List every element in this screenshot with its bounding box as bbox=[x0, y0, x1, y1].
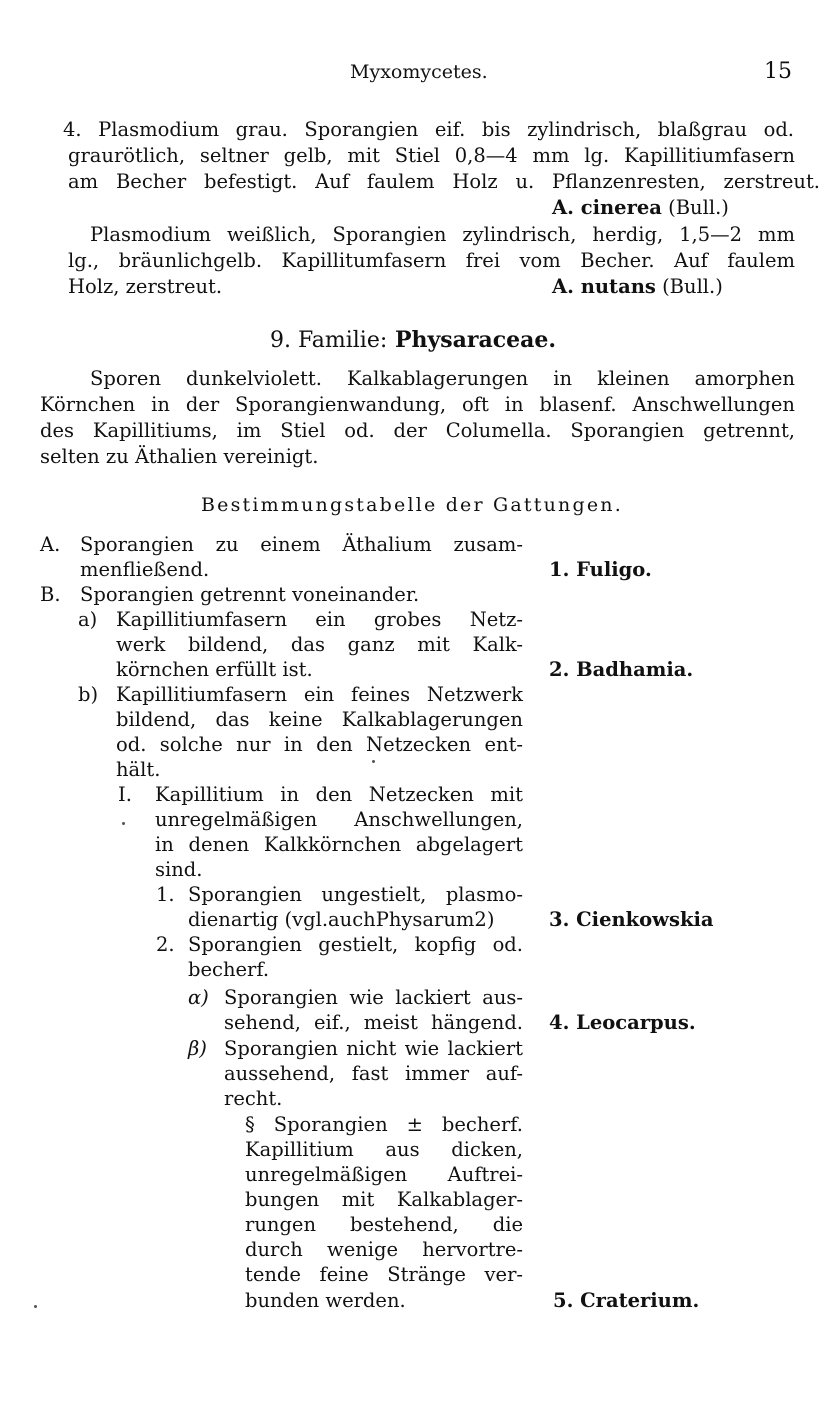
family-name: Physaraceae. bbox=[394, 327, 557, 353]
key-line: körnchen erfüllt ist. bbox=[116, 658, 313, 681]
key-line: recht. bbox=[224, 1087, 283, 1110]
text-line: am Becher befestigt. Auf faulem Holz u. Pflanzenresten, zerstreut. bbox=[68, 170, 820, 193]
key-result: 5. Craterium. bbox=[553, 1289, 700, 1312]
text-line: graurötlich, seltner gelb, mit Stiel 0,8—4 mm lg. Kapillitiumfasern bbox=[68, 144, 795, 167]
text-line: Körnchen in der Sporangienwandung, oft in blasenf. Anschwellungen bbox=[40, 393, 795, 416]
key-line: bungen mit Kalkablager- bbox=[245, 1188, 523, 1211]
key-line: sind. bbox=[155, 858, 203, 881]
species-name: A. nutans bbox=[552, 275, 656, 298]
key-line: Kapillitium in den Netzecken mit bbox=[155, 783, 523, 806]
species-authority: (Bull.) bbox=[662, 275, 723, 298]
key-title: Bestimmungstabelle der Gattungen. bbox=[201, 494, 623, 516]
key-label: a) bbox=[78, 608, 98, 631]
key-line: § Sporangien ± becherf. bbox=[245, 1113, 523, 1136]
key-line: unregelmäßigen Anschwellungen, bbox=[155, 808, 523, 831]
key-line: Kapillitiumfasern ein grobes Netz- bbox=[116, 608, 523, 631]
print-speck bbox=[122, 822, 125, 825]
key-result: 1. Fuligo. bbox=[549, 558, 652, 581]
key-line: Sporangien nicht wie lackiert bbox=[224, 1037, 523, 1060]
key-line: sehend, eif., meist hängend. bbox=[224, 1011, 523, 1034]
text-line: Plasmodium weißlich, Sporangien zylindrisch, herdig, 1,5—2 mm bbox=[90, 223, 795, 246]
key-label: β) bbox=[188, 1037, 207, 1060]
key-line: bunden werden. bbox=[245, 1289, 406, 1312]
key-line: werk bildend, das ganz mit Kalk- bbox=[116, 633, 523, 656]
key-line: hält. bbox=[116, 758, 161, 781]
key-line: rungen bestehend, die bbox=[245, 1213, 523, 1236]
key-line: Sporangien ungestielt, plasmo- bbox=[188, 883, 523, 906]
key-label: B. bbox=[40, 583, 61, 606]
key-line: bildend, das keine Kalkablagerungen bbox=[116, 708, 523, 731]
page-number: 15 bbox=[764, 59, 792, 84]
running-title: Myxomycetes. bbox=[350, 61, 488, 83]
family-heading bbox=[270, 327, 556, 353]
key-result: 3. Cienkowskia bbox=[549, 908, 714, 931]
species-line bbox=[552, 274, 723, 300]
key-line: tende feine Stränge ver- bbox=[245, 1263, 523, 1286]
species-authority: (Bull.) bbox=[668, 196, 729, 219]
key-label: α) bbox=[188, 986, 209, 1009]
text-line: des Kapillitiums, im Stiel od. der Columella. Sporangien getrennt, bbox=[40, 419, 795, 442]
print-speck bbox=[34, 1305, 37, 1308]
text-line: lg., bräunlichgelb. Kapillitumfasern frei vom Becher. Auf faulem bbox=[68, 249, 795, 272]
key-label: b) bbox=[78, 683, 99, 706]
key-line: Sporangien getrennt voneinander. bbox=[80, 583, 420, 606]
key-label: I. bbox=[118, 783, 132, 806]
key-label: 2. bbox=[156, 933, 175, 956]
key-line: becherf. bbox=[188, 958, 270, 981]
key-line: Kapillitium aus dicken, bbox=[245, 1138, 523, 1161]
key-label: A. bbox=[40, 533, 61, 556]
key-line: dienartig (vgl.auchPhysarum2) bbox=[188, 908, 495, 931]
key-line: unregelmäßigen Auftrei- bbox=[245, 1163, 523, 1186]
key-line: aussehend, fast immer auf- bbox=[224, 1062, 523, 1085]
text-line: 4. Plasmodium grau. Sporangien eif. bis zylindrisch, blaßgrau od. bbox=[63, 118, 794, 141]
key-line: Kapillitiumfasern ein feines Netzwerk bbox=[116, 683, 523, 706]
key-line: od. solche nur in den Netzecken ent- bbox=[116, 733, 523, 756]
key-result: 4. Leocarpus. bbox=[549, 1011, 696, 1034]
text-line: Sporen dunkelviolett. Kalkablagerungen in kleinen amorphen bbox=[90, 367, 795, 390]
key-line: menfließend. bbox=[80, 558, 210, 581]
key-line: durch wenige hervortre- bbox=[245, 1238, 523, 1261]
text-line: selten zu Äthalien vereinigt. bbox=[40, 445, 319, 468]
key-result: 2. Badhamia. bbox=[549, 658, 694, 681]
text-line: Holz, zerstreut. bbox=[68, 275, 223, 298]
key-line: Sporangien zu einem Äthalium zusam- bbox=[80, 533, 523, 556]
key-line: Sporangien gestielt, kopfig od. bbox=[188, 933, 523, 956]
print-speck bbox=[372, 760, 375, 763]
key-line: Sporangien wie lackiert aus- bbox=[224, 986, 523, 1009]
species-line bbox=[552, 195, 729, 221]
species-name: A. cinerea bbox=[552, 196, 662, 219]
key-line: in denen Kalkkörnchen abgelagert bbox=[155, 833, 523, 856]
key-label: 1. bbox=[156, 883, 175, 906]
family-label: 9. Familie: bbox=[270, 328, 388, 353]
